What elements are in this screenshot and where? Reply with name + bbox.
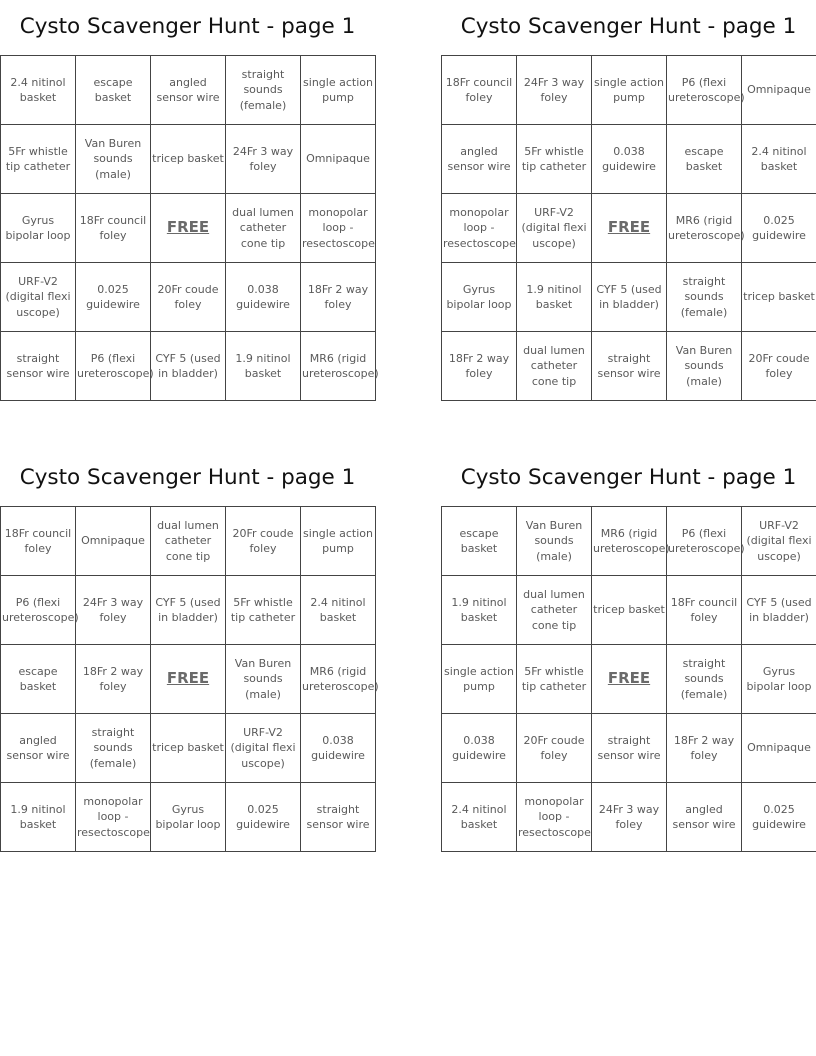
bingo-cell: dual lumen catheter cone tip — [226, 194, 301, 263]
bingo-cell: 18Fr council foley — [667, 576, 742, 645]
bingo-cell: 5Fr whistle tip catheter — [517, 125, 592, 194]
bingo-cell: Gyrus bipolar loop — [151, 783, 226, 852]
bingo-cell: MR6 (rigid ureteroscope) — [301, 332, 376, 401]
bingo-cell: Omnipaque — [742, 714, 816, 783]
bingo-cell: 18Fr 2 way foley — [301, 263, 376, 332]
bingo-cell: Omnipaque — [76, 507, 151, 576]
grid-row — [442, 576, 816, 645]
bingo-cell: Omnipaque — [742, 56, 816, 125]
grid-row — [1, 645, 376, 714]
bingo-cell: single action pump — [301, 56, 376, 125]
grid-row — [442, 56, 816, 125]
free-space-cell: FREE — [592, 194, 667, 263]
bingo-cell: single action pump — [592, 56, 667, 125]
bingo-cell: Gyrus bipolar loop — [442, 263, 517, 332]
card-title: Cysto Scavenger Hunt - page 1 — [460, 14, 797, 39]
grid-row — [442, 783, 816, 852]
bingo-cell: 20Fr coude foley — [517, 714, 592, 783]
grid-row — [1, 714, 376, 783]
bingo-cell: 18Fr 2 way foley — [76, 645, 151, 714]
bingo-cell: 2.4 nitinol basket — [742, 125, 816, 194]
bingo-cell: 0.025 guidewire — [742, 194, 816, 263]
bingo-cell: URF-V2 (digital flexi uscope) — [226, 714, 301, 783]
grid-row — [442, 125, 816, 194]
bingo-cell: 18Fr 2 way foley — [667, 714, 742, 783]
bingo-cell: straight sounds (female) — [667, 263, 742, 332]
bingo-cell: angled sensor wire — [442, 125, 517, 194]
bingo-cell: Omnipaque — [301, 125, 376, 194]
card-title: Cysto Scavenger Hunt - page 1 — [460, 465, 797, 490]
bingo-cell: escape basket — [667, 125, 742, 194]
bingo-cell: 2.4 nitinol basket — [1, 56, 76, 125]
bingo-cell: 0.038 guidewire — [592, 125, 667, 194]
bingo-cell: monopolar loop - resectoscope — [517, 783, 592, 852]
bingo-cell: 0.025 guidewire — [76, 263, 151, 332]
bingo-cell: dual lumen catheter cone tip — [151, 507, 226, 576]
bingo-cell: tricep basket — [151, 125, 226, 194]
bingo-cell: straight sensor wire — [1, 332, 76, 401]
bingo-cell: 18Fr 2 way foley — [442, 332, 517, 401]
bingo-cell: 5Fr whistle tip catheter — [517, 645, 592, 714]
bingo-cell: single action pump — [442, 645, 517, 714]
grid-row — [1, 56, 376, 125]
grid-row — [442, 332, 816, 401]
bingo-cell: tricep basket — [592, 576, 667, 645]
bingo-cell: CYF 5 (used in bladder) — [742, 576, 816, 645]
bingo-cell: URF-V2 (digital flexi uscope) — [517, 194, 592, 263]
grid-row — [1, 194, 376, 263]
bingo-cell: Van Buren sounds (male) — [76, 125, 151, 194]
bingo-cell: URF-V2 (digital flexi uscope) — [1, 263, 76, 332]
bingo-cell: 24Fr 3 way foley — [226, 125, 301, 194]
bingo-cell: 2.4 nitinol basket — [442, 783, 517, 852]
grid-row — [1, 332, 376, 401]
grid-row — [1, 783, 376, 852]
bingo-cell: tricep basket — [151, 714, 226, 783]
bingo-cell: 18Fr council foley — [1, 507, 76, 576]
bingo-cell: MR6 (rigid ureteroscope) — [592, 507, 667, 576]
free-space-cell: FREE — [151, 645, 226, 714]
grid-row — [1, 263, 376, 332]
bingo-grid — [0, 55, 379, 401]
bingo-cell: straight sensor wire — [301, 783, 376, 852]
bingo-cell: CYF 5 (used in bladder) — [151, 332, 226, 401]
bingo-cell: 0.025 guidewire — [226, 783, 301, 852]
bingo-cell: dual lumen catheter cone tip — [517, 576, 592, 645]
card-title: Cysto Scavenger Hunt - page 1 — [19, 465, 356, 490]
bingo-cell: straight sensor wire — [592, 714, 667, 783]
bingo-cell: Van Buren sounds (male) — [226, 645, 301, 714]
bingo-cell: straight sensor wire — [592, 332, 667, 401]
bingo-cell: 18Fr council foley — [442, 56, 517, 125]
grid-row — [442, 194, 816, 263]
bingo-cell: monopolar loop - resectoscope — [301, 194, 376, 263]
bingo-cell: MR6 (rigid ureteroscope) — [667, 194, 742, 263]
bingo-cell: escape basket — [1, 645, 76, 714]
card-title: Cysto Scavenger Hunt - page 1 — [19, 14, 356, 39]
bingo-cell: 0.025 guidewire — [742, 783, 816, 852]
bingo-cell: 0.038 guidewire — [301, 714, 376, 783]
bingo-cell: 0.038 guidewire — [442, 714, 517, 783]
bingo-cell: 24Fr 3 way foley — [76, 576, 151, 645]
bingo-cell: Van Buren sounds (male) — [667, 332, 742, 401]
grid-row — [1, 125, 376, 194]
bingo-cell: angled sensor wire — [151, 56, 226, 125]
bingo-cell: Gyrus bipolar loop — [1, 194, 76, 263]
bingo-cell: P6 (flexi ureteroscope) — [667, 507, 742, 576]
bingo-cell: dual lumen catheter cone tip — [517, 332, 592, 401]
bingo-cell: MR6 (rigid ureteroscope) — [301, 645, 376, 714]
bingo-cell: 20Fr coude foley — [742, 332, 816, 401]
bingo-cell: CYF 5 (used in bladder) — [151, 576, 226, 645]
bingo-grid — [441, 506, 816, 852]
bingo-cell: single action pump — [301, 507, 376, 576]
bingo-cell: escape basket — [76, 56, 151, 125]
bingo-cell: P6 (flexi ureteroscope) — [76, 332, 151, 401]
bingo-cell: monopolar loop - resectoscope — [76, 783, 151, 852]
bingo-cell: 1.9 nitinol basket — [1, 783, 76, 852]
bingo-cell: URF-V2 (digital flexi uscope) — [742, 507, 816, 576]
bingo-cell: straight sounds (female) — [667, 645, 742, 714]
bingo-cell: 20Fr coude foley — [226, 507, 301, 576]
bingo-cell: escape basket — [442, 507, 517, 576]
bingo-cell: 1.9 nitinol basket — [226, 332, 301, 401]
grid-row — [1, 576, 376, 645]
bingo-cell: Van Buren sounds (male) — [517, 507, 592, 576]
bingo-cell: Gyrus bipolar loop — [742, 645, 816, 714]
grid-row — [442, 645, 816, 714]
bingo-cell: 20Fr coude foley — [151, 263, 226, 332]
bingo-cell: P6 (flexi ureteroscope) — [1, 576, 76, 645]
free-space-cell: FREE — [151, 194, 226, 263]
bingo-cell: 5Fr whistle tip catheter — [1, 125, 76, 194]
bingo-cell: 18Fr council foley — [76, 194, 151, 263]
bingo-cell: 5Fr whistle tip catheter — [226, 576, 301, 645]
bingo-cell: CYF 5 (used in bladder) — [592, 263, 667, 332]
bingo-cell: 1.9 nitinol basket — [442, 576, 517, 645]
bingo-cell: straight sounds (female) — [76, 714, 151, 783]
bingo-cell: 24Fr 3 way foley — [517, 56, 592, 125]
bingo-grid — [0, 506, 379, 852]
bingo-cell: monopolar loop - resectoscope — [442, 194, 517, 263]
bingo-grid — [441, 55, 816, 401]
bingo-cell: tricep basket — [742, 263, 816, 332]
bingo-cell: angled sensor wire — [1, 714, 76, 783]
grid-row — [1, 507, 376, 576]
bingo-cell: straight sounds (female) — [226, 56, 301, 125]
free-space-cell: FREE — [592, 645, 667, 714]
bingo-cell: 1.9 nitinol basket — [517, 263, 592, 332]
grid-row — [442, 263, 816, 332]
bingo-cell: 2.4 nitinol basket — [301, 576, 376, 645]
grid-row — [442, 714, 816, 783]
grid-row — [442, 507, 816, 576]
bingo-cell: 24Fr 3 way foley — [592, 783, 667, 852]
bingo-cell: angled sensor wire — [667, 783, 742, 852]
bingo-cell: 0.038 guidewire — [226, 263, 301, 332]
bingo-cell: P6 (flexi ureteroscope) — [667, 56, 742, 125]
